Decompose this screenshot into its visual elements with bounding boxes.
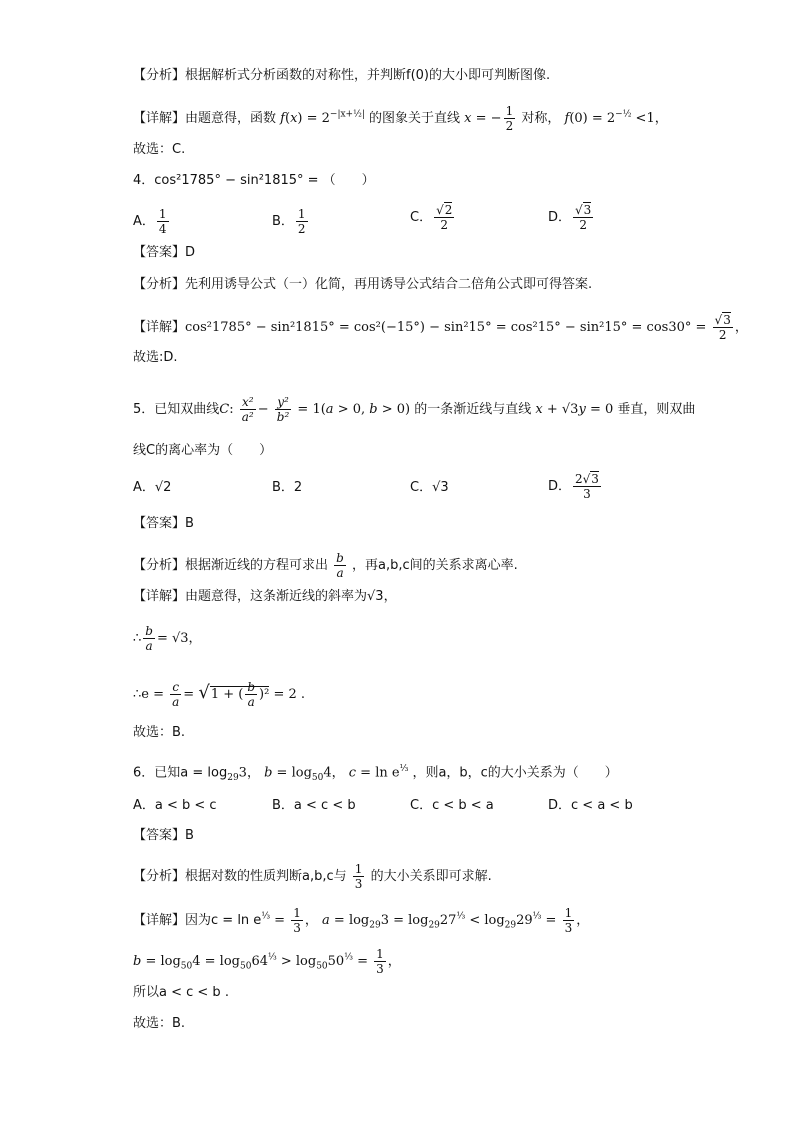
q5-option-c: C．√3 [410, 480, 449, 495]
q5-stem: 5．已知双曲线C: $\frac{\text{x²}}{\text{a²}}$ − $\frac{\text{y²}}{\text{b²}}$ = 1(a > 0, b > 0) 的一条渐近线与直线 x + √3y = 0 垂直，则双曲 [133, 395, 696, 424]
q6-option-d: D．c < a < b [548, 798, 633, 813]
q5-option-a: A．√2 [133, 480, 172, 495]
q6-detail-2: $b = \log_{50}4 = \log_{50}64^{\frac{1}{3}} > \log_{50}50^{\frac{1}{3}}$ = $\frac{1}{3}$ ， [133, 947, 401, 976]
q5-step1: ∴ $\frac{b}{a}$ = √3， [133, 624, 202, 653]
q4-option-a: A． $\frac{1}{4}$ [133, 207, 167, 236]
q4-option-b: B． $\frac{1}{2}$ [272, 207, 306, 236]
q5-answer: 【答案】B [133, 516, 194, 531]
q5-detail: 【详解】由题意得，这条渐近线的斜率为√3， [133, 589, 397, 604]
q4-option-c: C． $\frac{√2}{2}$ [410, 203, 453, 232]
q5-choose: 故选：B. [133, 725, 186, 740]
q4-detail: 【详解】cos²1785° − sin²1815° = cos²(−15°) − sin²15° = cos²15° − sin²15° = cos30° = $\frac{√3}{2}$ ， [133, 313, 748, 342]
q5-stem-line2: 线C的离心率为（ ） [133, 443, 273, 458]
tag-analysis: 【分析】 [133, 68, 186, 83]
q6-choose: 故选：B. [133, 1016, 186, 1031]
q4-analysis: 【分析】先利用诱导公式（一）化简，再用诱导公式结合二倍角公式即可得答案. [133, 277, 593, 292]
q5-step2: ∴e = $\frac{c}{a}$ = √1 + ( $\frac{b}{a}$ )² = 2 . [133, 680, 306, 709]
q6-option-b: B．a < c < b [272, 798, 356, 813]
q3-choose: 故选：C. [133, 142, 186, 157]
q3-analysis: 【分析】根据解析式分析函数的对称性，并判断f(0)的大小即可判断图像. [133, 68, 551, 83]
q6-stem: 6．已知$a = \log_{29}3$， $b = \log_{50}4$， $c = \ln e^{\frac{1}{3}}$ ，则a，b，c的大小关系为（ ） [133, 764, 618, 783]
q6-analysis: 【分析】根据对数的性质判断a,b,c与 $\frac{1}{3}$ 的大小关系即可求解. [133, 862, 492, 891]
q4-answer: 【答案】D [133, 245, 196, 260]
q6-so: 所以a < c < b . [133, 985, 229, 1000]
q3-detail: 【详解】由题意得，函数 $f(x) = 2^{-|x+\frac{1}{2}|}$ 的图象关于直线 x = − $\frac{1}{2}$ 对称， $f(0) = 2^{-\frac{1}{2}} <1$， [133, 104, 668, 133]
q5-option-b: B．2 [272, 480, 303, 495]
q5-analysis: 【分析】根据渐近线的方程可求出 $\frac{b}{a}$ ，再a,b,c间的关系求离心率. [133, 551, 518, 580]
q4-option-d: D． $\frac{√3}{2}$ [548, 203, 592, 232]
q6-detail-1: 【详解】因为$c = \ln e^{\frac{1}{3}}$ = $\frac{1}{3}$ ， $a = \log_{29}3 = \log_{29}27^{\frac{1}{3}} < \log_{29}29^{\frac{1}{3}}$ = $\frac{1}{3}$ ， [133, 906, 590, 935]
q6-option-c: C．c < b < a [410, 798, 494, 813]
q4-choose: 故选:D. [133, 350, 178, 365]
q6-answer: 【答案】B [133, 828, 194, 843]
q5-option-d: D． $\frac{2√3}{3}$ [548, 472, 599, 501]
q4-stem: 4．cos²1785° − sin²1815° = （ ） [133, 173, 375, 188]
q6-option-a: A．a < b < c [133, 798, 217, 813]
